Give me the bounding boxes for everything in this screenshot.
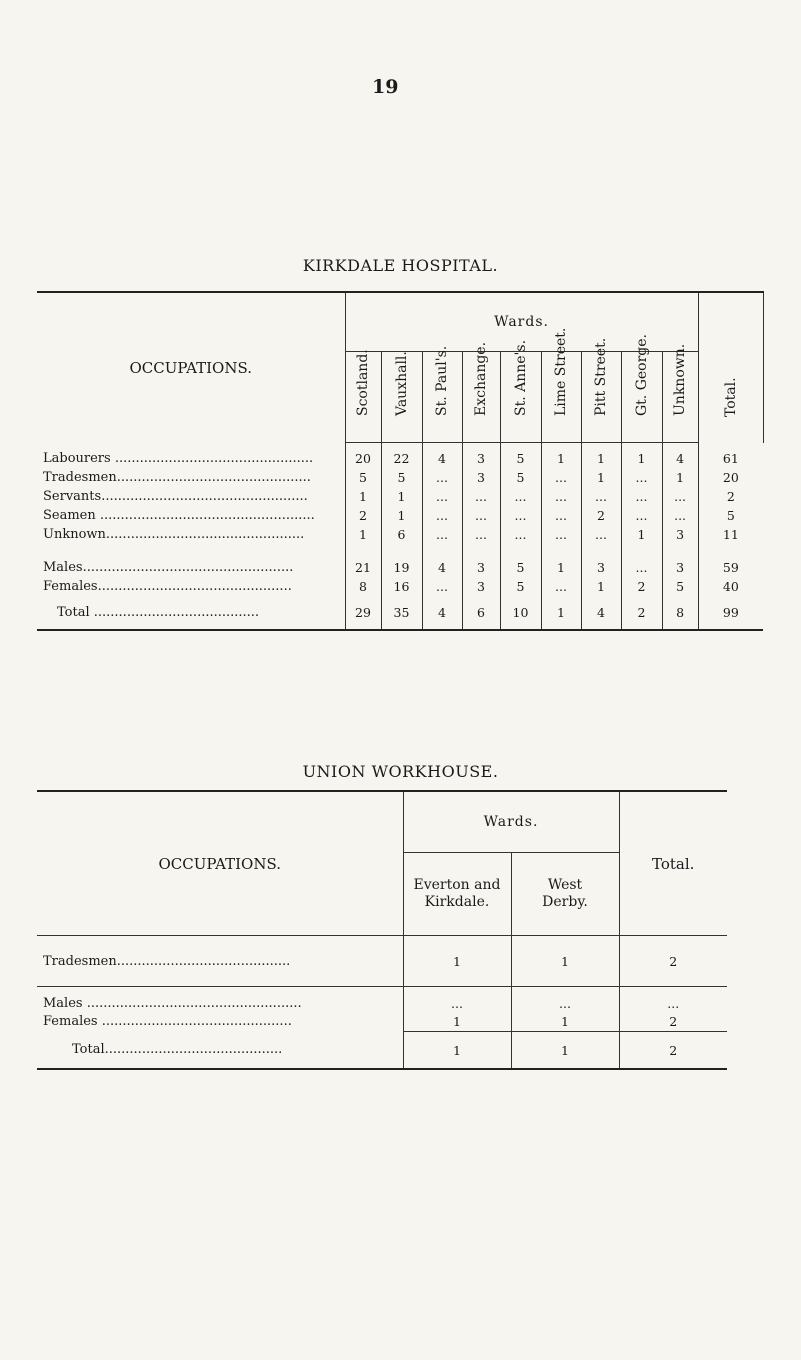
- cell: 4: [581, 596, 621, 630]
- cell: ...: [541, 577, 581, 596]
- row-label-females: Females ..............................................: [37, 1011, 403, 1032]
- cell: 3: [662, 558, 698, 577]
- cell: 59: [722, 560, 739, 575]
- cell: 2: [621, 577, 662, 596]
- cell: 1: [541, 443, 581, 469]
- workhouse-occupations-header: OCCUPATIONS.: [37, 791, 403, 936]
- cell: ...: [422, 525, 462, 544]
- hospital-title: KIRKDALE HOSPITAL.: [302, 256, 499, 275]
- cell: ...: [541, 487, 581, 506]
- cell: ...: [422, 468, 462, 487]
- cell: 1: [381, 506, 422, 525]
- cell: 2: [669, 1013, 678, 1029]
- cell: 5: [500, 558, 541, 577]
- column-header-vauxhall: Vauxhall.: [381, 352, 422, 443]
- cell: 3: [462, 558, 500, 577]
- cell: 16: [381, 577, 422, 596]
- cell: 8: [345, 577, 381, 596]
- hospital-table: [37, 291, 764, 631]
- column-header-exchange: Exchange.: [462, 352, 500, 443]
- ward-header-west-derby: West Derby.: [511, 853, 619, 936]
- column-header-st-annes: St. Anne's.: [500, 352, 541, 443]
- cell: ...: [541, 506, 581, 525]
- row-label-total: Total ........................................: [37, 596, 345, 630]
- cell: ...: [662, 506, 698, 525]
- cell: 1: [511, 1032, 619, 1070]
- cell: ...: [621, 506, 662, 525]
- table-row: [37, 468, 763, 487]
- cell: 3: [462, 443, 500, 469]
- wards-header: Wards.: [345, 292, 698, 352]
- cell: 20: [345, 443, 381, 469]
- cell: 4: [422, 558, 462, 577]
- cell: 20: [722, 470, 739, 485]
- cell: 8: [662, 596, 698, 630]
- workhouse-total-header: Total.: [619, 791, 727, 936]
- cell: 1: [345, 525, 381, 544]
- cell: 1: [621, 443, 662, 469]
- cell: 5: [500, 468, 541, 487]
- cell: 2: [619, 936, 727, 987]
- cell: ...: [621, 468, 662, 487]
- cell: 2: [621, 596, 662, 630]
- cell: 21: [345, 558, 381, 577]
- cell: ...: [667, 996, 680, 1011]
- table-row: [37, 525, 763, 544]
- cell: 29: [345, 596, 381, 630]
- cell: 3: [581, 558, 621, 577]
- cell: 1: [403, 1032, 511, 1070]
- cell: ...: [500, 506, 541, 525]
- ward-header-everton-kirkdale: Everton and Kirkdale.: [403, 853, 511, 936]
- cell: 40: [722, 579, 739, 594]
- row-label-total: Total...........................................: [37, 1032, 403, 1070]
- cell: 5: [500, 577, 541, 596]
- cell: ...: [422, 506, 462, 525]
- row-label-females: Females...............................................: [37, 577, 345, 596]
- cell: 5: [381, 468, 422, 487]
- row-label-servants: Servants..................................................: [37, 487, 345, 506]
- column-header-total: Total.: [698, 292, 763, 443]
- cell: ...: [581, 487, 621, 506]
- cell: 3: [462, 468, 500, 487]
- table-row: [37, 596, 763, 630]
- cell: ...: [500, 525, 541, 544]
- table-row: [37, 577, 763, 596]
- cell: ...: [621, 487, 662, 506]
- cell: ...: [621, 558, 662, 577]
- cell: 2: [619, 1032, 727, 1070]
- cell: 1: [541, 596, 581, 630]
- cell: 1: [403, 1011, 511, 1032]
- workhouse-table: [37, 790, 727, 1070]
- cell: 35: [381, 596, 422, 630]
- cell: ...: [422, 577, 462, 596]
- column-header-scotland: Scotland.: [345, 352, 381, 443]
- cell: 3: [662, 525, 698, 544]
- cell: ...: [462, 525, 500, 544]
- cell: ...: [541, 468, 581, 487]
- cell: 1: [381, 487, 422, 506]
- cell: 1: [581, 468, 621, 487]
- row-label-tradesmen: Tradesmen...............................................: [37, 468, 345, 487]
- cell: ...: [500, 487, 541, 506]
- cell: 1: [511, 1011, 619, 1032]
- cell: 61: [722, 450, 739, 466]
- cell: 1: [581, 577, 621, 596]
- row-label-tradesmen: Tradesmen..........................................: [37, 936, 403, 987]
- cell: 99: [722, 605, 739, 620]
- table-row: [37, 443, 763, 469]
- cell: 1: [345, 487, 381, 506]
- row-label-males: Males...................................................: [37, 558, 345, 577]
- cell: 1: [662, 468, 698, 487]
- cell: 2: [726, 489, 735, 504]
- column-header-gt-george: Gt. George.: [621, 352, 662, 443]
- column-header-pitt-street: Pitt Street.: [581, 352, 621, 443]
- cell: 4: [422, 443, 462, 469]
- cell: 2: [581, 506, 621, 525]
- cell: 5: [726, 508, 735, 523]
- row-label-unknown: Unknown................................................: [37, 525, 345, 544]
- cell: 10: [500, 596, 541, 630]
- cell: 19: [381, 558, 422, 577]
- cell: ...: [462, 487, 500, 506]
- row-label-males: Males ....................................................: [37, 987, 403, 1012]
- cell: 1: [511, 936, 619, 987]
- cell: 1: [541, 558, 581, 577]
- cell: 5: [662, 577, 698, 596]
- cell: 1: [403, 936, 511, 987]
- occupations-header: OCCUPATIONS.: [37, 292, 345, 443]
- row-label-seamen: Seamen ....................................................: [37, 506, 345, 525]
- cell: 1: [581, 443, 621, 469]
- cell: ...: [422, 487, 462, 506]
- row-label-labourers: Labourers ................................................: [37, 443, 345, 469]
- cell: 6: [462, 596, 500, 630]
- workhouse-wards-header: Wards.: [403, 791, 619, 853]
- cell: ...: [541, 525, 581, 544]
- cell: 5: [345, 468, 381, 487]
- column-header-st-pauls: St. Paul's.: [422, 352, 462, 443]
- cell: 2: [345, 506, 381, 525]
- cell: 22: [381, 443, 422, 469]
- table-row: [37, 558, 763, 577]
- page-number: 19: [372, 76, 399, 98]
- cell: ...: [511, 987, 619, 1012]
- column-header-lime-street: Lime Street.: [541, 352, 581, 443]
- workhouse-title: UNION WORKHOUSE.: [302, 762, 499, 781]
- column-header-unknown: Unknown.: [662, 352, 698, 443]
- table-row: [37, 487, 763, 506]
- cell: 11: [722, 527, 739, 542]
- cell: ...: [662, 487, 698, 506]
- cell: ...: [462, 506, 500, 525]
- cell: 1: [621, 525, 662, 544]
- cell: 4: [662, 443, 698, 469]
- cell: 6: [381, 525, 422, 544]
- cell: ...: [581, 525, 621, 544]
- cell: 3: [462, 577, 500, 596]
- cell: 4: [422, 596, 462, 630]
- table-row: [37, 506, 763, 525]
- cell: ...: [403, 987, 511, 1012]
- cell: 5: [500, 443, 541, 469]
